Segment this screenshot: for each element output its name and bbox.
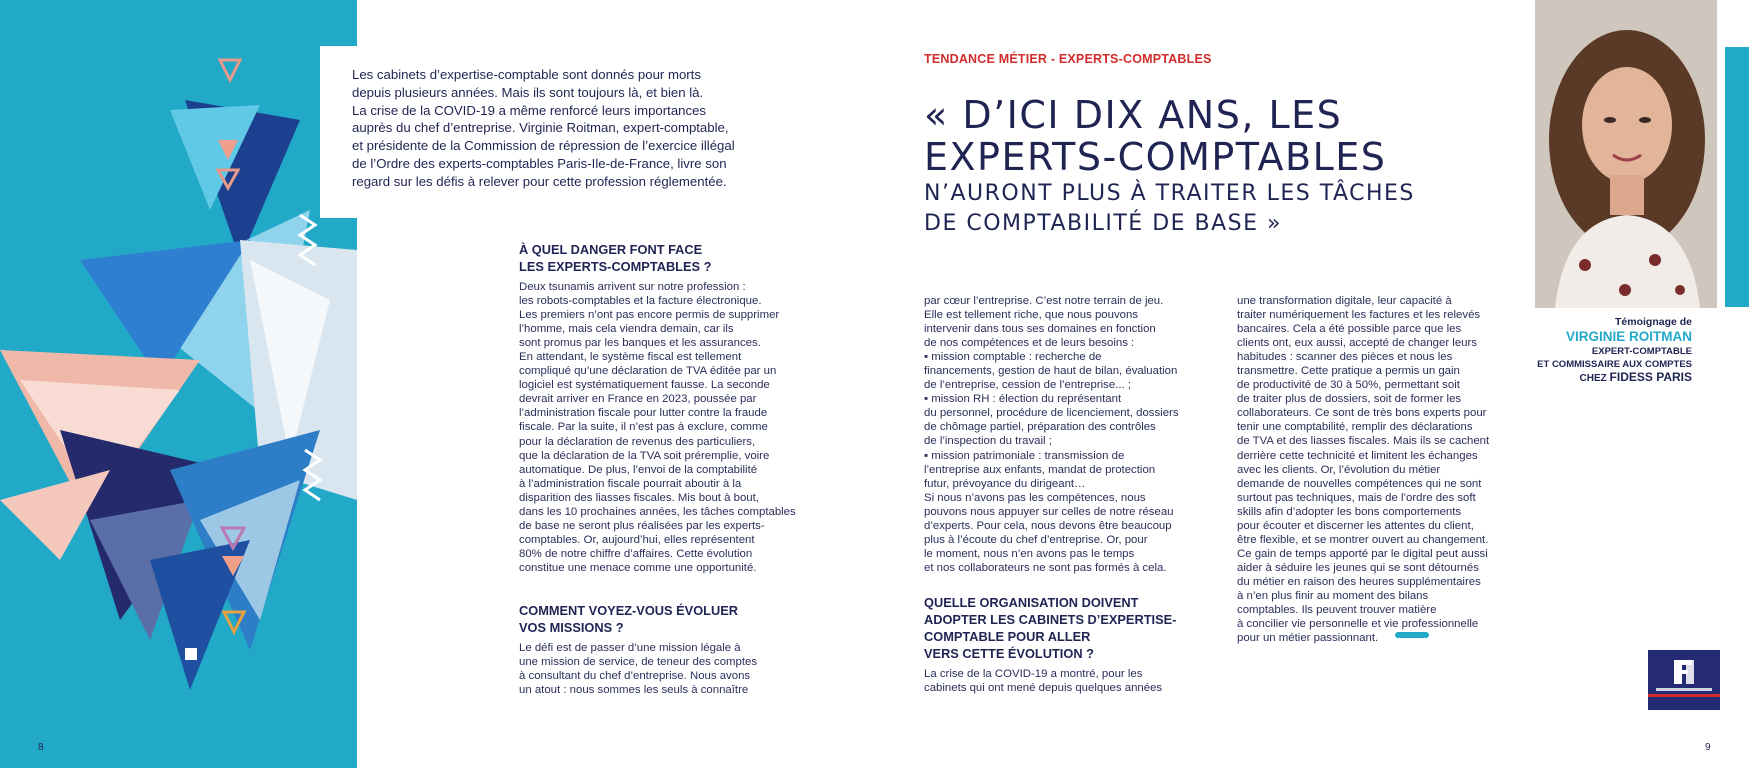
caption-company-line bbox=[1520, 371, 1692, 385]
body-column-2b: La crise de la COVID-19 a montré, pour les cabinets qui ont mené depuis quelques années bbox=[924, 668, 1163, 695]
accent-strip bbox=[1725, 47, 1749, 307]
decorative-panel bbox=[0, 0, 357, 768]
intro-line: et présidente de la Commission de répression de l’exercice illégal bbox=[352, 138, 735, 154]
headline-line-2: EXPERTS-COMPTABLES bbox=[924, 135, 1387, 179]
intro-paragraph bbox=[352, 66, 752, 191]
woman-portrait-icon bbox=[1535, 0, 1717, 308]
france-lafenetre-logo-icon bbox=[1648, 650, 1720, 710]
headline-line-1: « D’ICI DIX ANS, LES bbox=[924, 93, 1343, 137]
intro-line: La crise de la COVID-19 a même renforcé leurs importances bbox=[352, 102, 707, 118]
intro-line: de l’Ordre des experts-comptables Paris-Ile-de-France, livre son bbox=[352, 155, 727, 171]
caption-company: FIDESS PARIS bbox=[1609, 370, 1692, 384]
portrait-caption bbox=[1520, 316, 1692, 385]
caption-role-1: EXPERT-COMPTABLE bbox=[1591, 346, 1692, 357]
intro-line: regard sur les défis à relever pour cette profession réglementée. bbox=[352, 173, 727, 189]
caption-label: Témoignage de bbox=[1614, 316, 1692, 328]
logo-accent-bar bbox=[1648, 694, 1720, 697]
headline-line-3: N’AURONT PLUS À TRAITER LES TÂCHES bbox=[924, 181, 1415, 206]
caption-company-prefix: CHEZ bbox=[1579, 373, 1607, 384]
page-number-right: 9 bbox=[1705, 742, 1711, 753]
geometric-artwork bbox=[0, 0, 357, 768]
caption-name: VIRGINIE ROITMAN bbox=[1565, 329, 1692, 344]
caption-role-2: ET COMMISSAIRE AUX COMPTES bbox=[1537, 359, 1692, 370]
intro-line: depuis plusieurs années. Mais ils sont toujours là, et bien là. bbox=[352, 84, 704, 100]
headline-line-4: DE COMPTABILITÉ DE BASE » bbox=[924, 211, 1282, 236]
section-label: TENDANCE MÉTIER - EXPERTS-COMPTABLES bbox=[924, 52, 1212, 66]
body-column-1b: Le défi est de passer d’une mission légale à une mission de service, de teneur des comptes à consultant du chef d’entreprise. Nous avons un atout : nous sommes les seuls à connaître bbox=[519, 642, 758, 697]
portrait-photo bbox=[1535, 0, 1717, 308]
body-column-2a: par cœur l’entreprise. C’est notre terrain de jeu. Elle est tellement riche, que nous pouvons intervenir dans tous ses domaines en fonction de nos compétences et de leurs besoins : ▪ mission comptable : recherche de financements, gestion de haut de bilan, évaluation de l’entreprise, cession de l’entreprise... ; ▪ mission RH : élection du représentant du personnel, procédure de licenciement, dossiers de chômage partiel, préparation des contrôles de l’inspection du travail ; ▪ mission patrimoniale : transmission de l’entreprise aux enfants, mandat de protection futur, prévoyance du dirigeant… Si nous n’avons pas les compétences, nous pouvons nous appuyer sur celles de notre réseau d’experts. Pour cela, nous devons être beaucoup plus à l’écoute du chef d’entreprise. Or, pour le moment, nous n’en avons pas le temps et nos collaborateurs ne sont pas formés à cela. bbox=[924, 295, 1179, 574]
page-number-left: 8 bbox=[38, 742, 44, 753]
end-of-article-mark bbox=[1395, 632, 1429, 638]
subhead-organisation: QUELLE ORGANISATION DOIVENT ADOPTER LES CABINETS D’EXPERTISE- COMPTABLE POUR ALLER VERS CETTE ÉVOLUTION ? bbox=[924, 595, 1177, 661]
subhead-danger: À QUEL DANGER FONT FACE LES EXPERTS-COMPTABLES ? bbox=[519, 242, 712, 274]
publisher-logo bbox=[1648, 650, 1720, 710]
body-column-3: une transformation digitale, leur capacité à traiter numériquement les factures et les relevés bancaires. Cela a été possible parce que les clients ont, eux aussi, accepté de changer leurs habitudes : scanner des pièces et nous les transmettre. Cette pratique a permis un gain de productivité de 30 à 50%, permettant soit de traiter plus de dossiers, soit de former les collaborateurs. Ce sont de très bons experts pour tenir une comptabilité, remplir des déclarations de TVA et des liasses fiscales. Mais ils se cachent derrière cette technicité et limitent les échanges avec les clients. Or, l’évolution du métier demande de nouvelles compétences qui ne sont surtout pas techniques, mais de l’ordre des soft skills afin d’adopter les bons comportements pour écouter et discerner les attentes du client, être flexible, et se montrer ouvert au changement. Ce gain de temps apporté par le digital peut aussi aider à séduire les jeunes qui se sont détournés du métier en raison des heures supplémentaires à n’en plus finir au moment des bilans comptables. Ils peuvent trouver matière à concilier vie personnelle et vie professionnelle pour un métier passionnant. bbox=[1237, 295, 1490, 645]
intro-line: Les cabinets d’expertise-comptable sont donnés pour morts bbox=[352, 67, 701, 82]
body-column-1a: Deux tsunamis arrivent sur notre profession : les robots-comptables et la facture électronique. Les premiers n’ont pas encore permis de supprimer l’homme, mais cela viendra demain, car ils sont promus par les banques et les assurances. En attendant, le système fiscal est tellement compliqué qu’une déclaration de TVA éditée par un logiciel est systématiquement fausse. La seconde devrait arriver en France en 2023, poussée par l’administration fiscale pour lutter contre la fraude fiscale. Par la suite, il n’est pas à exclure, comme pour la déclaration de revenus des particuliers, que la déclaration de la TVA soit préremplie, voire automatique. De plus, l’envoi de la comptabilité à l’administration fiscale pourrait aboutir à la disparition des liasses fiscales. Mis bout à bout, dans les 10 prochaines années, les tâches comptables de base ne seront plus réalisées par les experts- comptables. Or, aujourd’hui, elles représentent 80% de notre chiffre d’affaires. Cette évolution constitue une menace comme une opportunité. bbox=[519, 281, 796, 574]
intro-line: auprès du chef d’entreprise. Virginie Roitman, expert-comptable, bbox=[352, 120, 729, 136]
subhead-missions: COMMENT VOYEZ-VOUS ÉVOLUER VOS MISSIONS ? bbox=[519, 603, 738, 635]
